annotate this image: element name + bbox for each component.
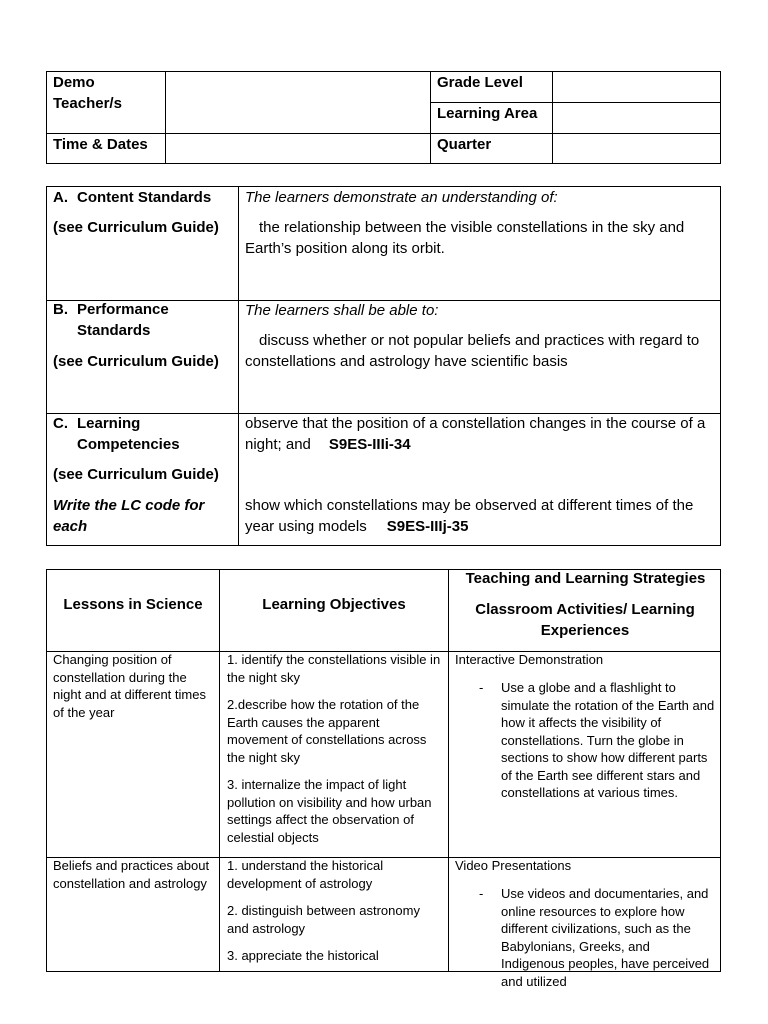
learning-competencies-label: Learning Competencies	[77, 415, 180, 453]
lc-code-note: Write the LC code for each	[53, 497, 205, 535]
objective-item: 3. appreciate the historical	[227, 948, 379, 963]
content-standards-label: Content Standards	[77, 189, 212, 206]
header-info-table	[46, 71, 721, 164]
header-activities: Classroom Activities/ Learning Experiences	[475, 601, 695, 639]
competency-item-1	[245, 413, 715, 455]
learning-competencies-guide: (see Curriculum Guide)	[53, 466, 219, 483]
performance-standards-label: Performance Standards	[77, 301, 169, 339]
competency-code-2: S9ES-IIIj-35	[386, 518, 469, 535]
divider	[430, 72, 431, 163]
divider	[219, 570, 220, 971]
competency-code-1: S9ES-IIIi-34	[328, 436, 411, 453]
objective-item: 2.describe how the rotation of the Earth causes the apparent movement of constellations across the night sky	[227, 697, 427, 765]
performance-standards-text: discuss whether or not popular beliefs and practices with regard to constellations and astrology have scientific basis	[245, 332, 700, 370]
competency-text-2: show which constellations may be observed at different times of the year using models	[245, 497, 694, 535]
quarter-label: Quarter	[437, 136, 492, 153]
objective-item: 2. distinguish between astronomy and astrology	[227, 903, 420, 936]
divider	[165, 72, 166, 163]
strategy-list	[455, 679, 717, 802]
strategy-item: - Use a globe and a flashlight to simulate the rotation of the Earth and how it affects the visibility of constellations. Turn the globe in sections to show how different parts of the Earth see different stars and constellations at various times.	[455, 679, 717, 802]
standards-table	[46, 186, 721, 546]
header-strategies: Teaching and Learning Strategies	[465, 570, 706, 587]
time-dates-label: Time & Dates	[53, 136, 148, 153]
strategy-title: Video Presentations	[455, 858, 572, 873]
content-standards-text: the relationship between the visible constellations in the sky and Earth’s position along its orbit.	[245, 219, 685, 257]
content-standards-intro: The learners demonstrate an understanding of:	[245, 189, 558, 206]
objective-item: 3. internalize the impact of light pollution on visibility and how urban settings affect the observation of celestial objects	[227, 777, 432, 845]
divider	[448, 570, 449, 971]
divider	[47, 133, 720, 134]
lesson-cell: Changing position of constellation during the night and at different times of the year	[53, 652, 206, 720]
objective-item: 1. understand the historical development of astrology	[227, 858, 384, 891]
header-lessons: Lessons in Science	[63, 596, 203, 613]
strategy-title: Interactive Demonstration	[455, 652, 604, 667]
learning-area-label: Learning Area	[437, 105, 538, 122]
grade-level-label: Grade Level	[437, 74, 523, 91]
divider	[552, 72, 553, 163]
performance-standards-guide: (see Curriculum Guide)	[53, 353, 219, 370]
demo-teacher-label: Demo Teacher/s	[53, 74, 122, 112]
strategy-item: - Use videos and documentaries, and online resources to explore how different civilizations, such as the Babylonians, Greeks, and Indigenous peoples, have perceived and utilized	[455, 885, 717, 990]
strategy-list	[455, 885, 717, 989]
learning-competencies-letter: C.	[53, 415, 68, 432]
competency-item-2	[245, 495, 715, 537]
lesson-cell: Beliefs and practices about constellation and astrology	[53, 858, 210, 891]
performance-standards-intro: The learners shall be able to:	[245, 302, 439, 319]
header-objectives: Learning Objectives	[262, 596, 406, 613]
divider	[238, 187, 239, 545]
content-standards-guide: (see Curriculum Guide)	[53, 219, 219, 236]
lessons-table	[46, 569, 721, 989]
performance-standards-letter: B.	[53, 301, 68, 318]
objective-item: 1. identify the constellations visible in the night sky	[227, 652, 441, 685]
competency-text-1: observe that the position of a constellation changes in the course of a night; and	[245, 415, 706, 453]
content-standards-letter: A.	[53, 189, 68, 206]
